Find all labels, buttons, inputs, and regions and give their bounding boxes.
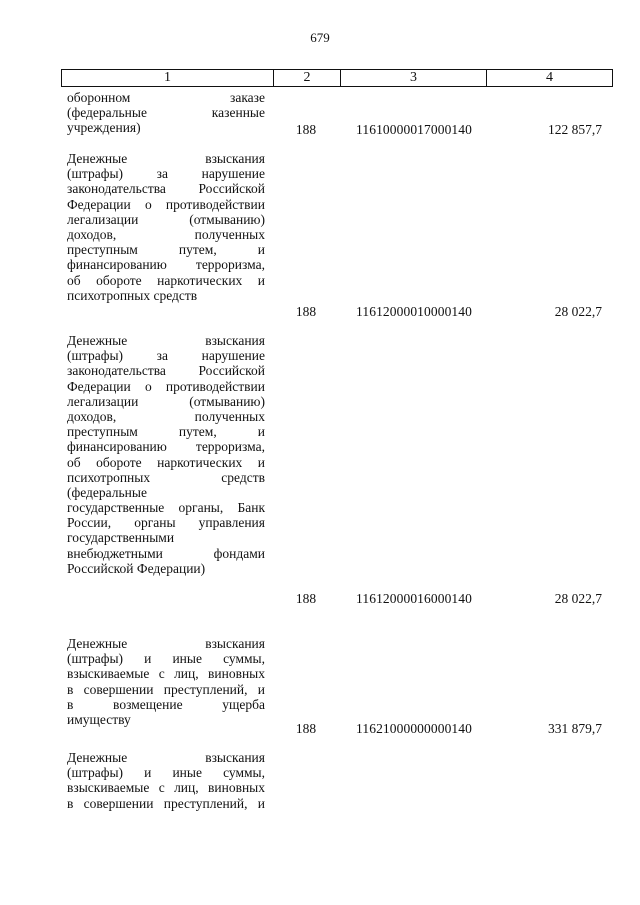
header-col-4: 4 bbox=[546, 70, 553, 85]
description-line: легализации (отмыванию) bbox=[67, 393, 265, 409]
row-description bbox=[67, 750, 265, 811]
description-line: взыскиваемые с лиц, виновных bbox=[67, 666, 265, 682]
kbk-code: 11612000016000140 bbox=[356, 591, 472, 606]
description-line: Российской Федерации) bbox=[67, 560, 206, 576]
description-line: Денежные взыскания bbox=[67, 333, 265, 348]
table-header bbox=[61, 69, 613, 87]
description-line: (штрафы) и иные суммы, bbox=[67, 651, 265, 667]
page-number: 679 bbox=[310, 30, 330, 45]
kbk-code: 11610000017000140 bbox=[356, 122, 472, 137]
description-line: (штрафы) и иные суммы, bbox=[67, 765, 265, 781]
description-line: Федерации о противодействии bbox=[67, 196, 265, 212]
description-line: финансированию терроризма, bbox=[67, 439, 265, 455]
description-line: России, органы управления bbox=[67, 515, 265, 531]
kbk-code: 11621000000000140 bbox=[356, 721, 472, 736]
description-line: преступным путем, и bbox=[67, 424, 265, 440]
row-description bbox=[67, 333, 265, 576]
description-line: оборонном заказе bbox=[67, 90, 265, 105]
description-line: государственные органы, Банк bbox=[67, 500, 265, 516]
description-line: законодательства Российской bbox=[67, 363, 265, 379]
description-line: в возмещение ущерба bbox=[67, 696, 265, 712]
header-col-1: 1 bbox=[62, 70, 274, 86]
description-line: взыскиваемые с лиц, виновных bbox=[67, 780, 265, 796]
description-line: об обороте наркотических и bbox=[67, 454, 265, 470]
description-line: финансированию терроризма, bbox=[67, 257, 265, 273]
amount: 122 857,7 bbox=[548, 122, 602, 137]
description-line: доходов, полученных bbox=[67, 408, 265, 424]
admin-code: 188 bbox=[295, 591, 317, 606]
description-line: Денежные взыскания bbox=[67, 636, 265, 651]
amount: 331 879,7 bbox=[548, 721, 602, 736]
description-line: законодательства Российской bbox=[67, 181, 265, 197]
description-line: Денежные взыскания bbox=[67, 750, 265, 765]
description-line: Федерации о противодействии bbox=[67, 378, 265, 394]
description-line: государственными bbox=[67, 530, 175, 546]
description-line: (федеральные казенные bbox=[67, 105, 265, 121]
description-line: психотропных средств bbox=[67, 469, 265, 485]
description-line: доходов, полученных bbox=[67, 226, 265, 242]
admin-code: 188 bbox=[295, 304, 317, 319]
amount: 28 022,7 bbox=[554, 304, 602, 319]
kbk-code: 11612000010000140 bbox=[356, 304, 472, 319]
row-description bbox=[67, 636, 265, 727]
description-line: психотропных средств bbox=[67, 287, 198, 303]
admin-code: 188 bbox=[295, 721, 317, 736]
header-col-3: 3 bbox=[341, 70, 487, 86]
description-line: об обороте наркотических и bbox=[67, 272, 265, 288]
admin-code: 188 bbox=[295, 122, 317, 137]
description-line: преступным путем, и bbox=[67, 242, 265, 258]
description-line: легализации (отмыванию) bbox=[67, 211, 265, 227]
description-line: учреждения) bbox=[67, 120, 141, 136]
description-line: в совершении преступлений, и bbox=[67, 795, 265, 811]
description-line: Денежные взыскания bbox=[67, 151, 265, 166]
description-line: имуществу bbox=[67, 711, 131, 727]
description-line: (федеральные bbox=[67, 484, 147, 500]
description-line: (штрафы) за нарушение bbox=[67, 348, 265, 364]
description-line: внебюджетными фондами bbox=[67, 545, 265, 561]
description-line: в совершении преступлений, и bbox=[67, 681, 265, 697]
header-col-2: 2 bbox=[274, 70, 341, 86]
row-description bbox=[67, 90, 265, 136]
description-line: (штрафы) за нарушение bbox=[67, 166, 265, 182]
amount: 28 022,7 bbox=[554, 591, 602, 606]
row-description bbox=[67, 151, 265, 303]
